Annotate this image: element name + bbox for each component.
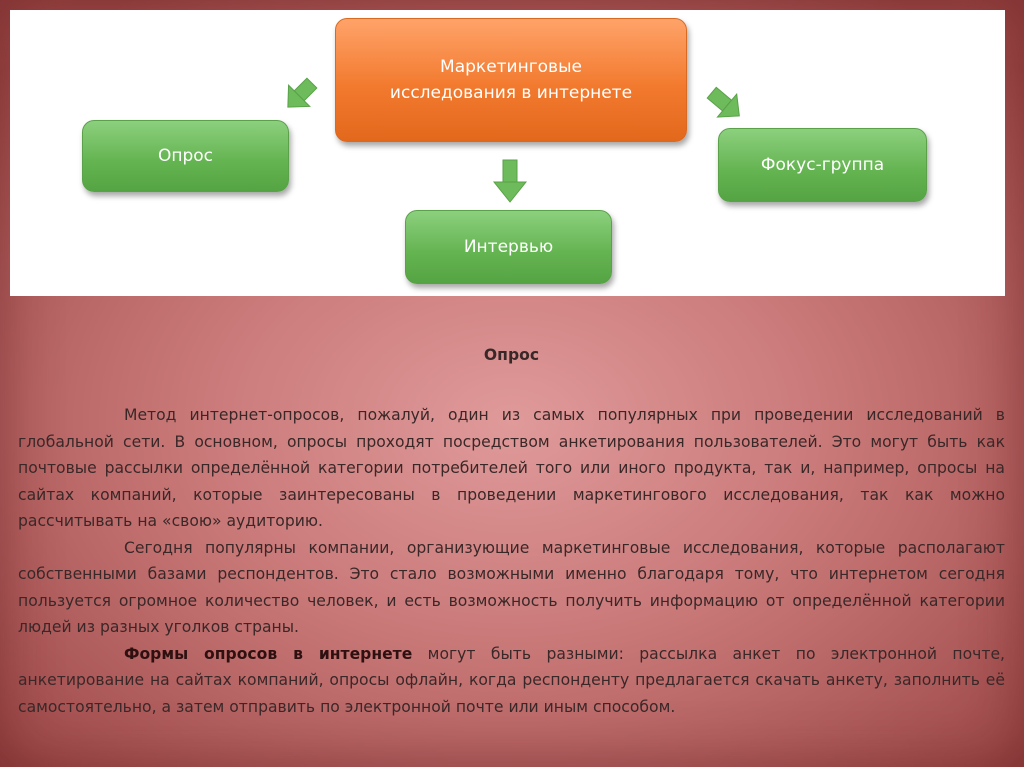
arrow-left-icon	[272, 68, 332, 118]
interview-box	[405, 210, 612, 284]
interview-box-label: Интервью	[463, 237, 554, 257]
arrow-down-icon	[490, 156, 530, 206]
arrow-right-icon	[694, 78, 754, 128]
paragraph-3	[18, 641, 1005, 721]
paragraph-1: Метод интернет-опросов, пожалуй, один из самых популярных при проведении исследований в глобальной сети. В основном, опросы проходят посредством анкетирования пользователей. Это могут быть как почтовые рассылки определённой категории потребителей того или иного продукта, так и, например, опросы на сайтах компаний, которые заинтересованы в проведении маркетингового исследования, так как можно рассчитывать на «свою» аудиторию.	[18, 406, 1005, 530]
survey-box-label: Опрос	[157, 146, 214, 166]
diagram-panel	[10, 10, 1005, 296]
section-heading: Опрос	[483, 346, 540, 364]
center-box	[335, 18, 687, 142]
paragraph-2: Сегодня популярны компании, организующие маркетинговые исследования, которые располагают собственными базами респондентов. Это стало возможными именно благодаря тому, что интернетом сегодня пользуется огромное количество человек, и есть возможность получить информацию от определённой категории людей из разных уголков страны.	[18, 538, 1005, 636]
survey-forms-highlight: Формы опросов в интернете	[124, 644, 413, 663]
survey-box	[82, 120, 289, 192]
paragraph-3-text: могут быть разными: рассылка анкет по электронной почте, анкетирование на сайтах компаний, опросы офлайн, когда респонденту предлагается скачать анкету, заполнить её самостоятельно, а затем отправить по электронной почте или иным способом.	[18, 644, 1005, 716]
focus-group-box-label: Фокус-группа	[760, 155, 885, 175]
center-box-label: Маркетинговые исследования в интернете	[389, 57, 633, 103]
article-body	[18, 340, 1005, 720]
focus-group-box	[718, 128, 927, 202]
